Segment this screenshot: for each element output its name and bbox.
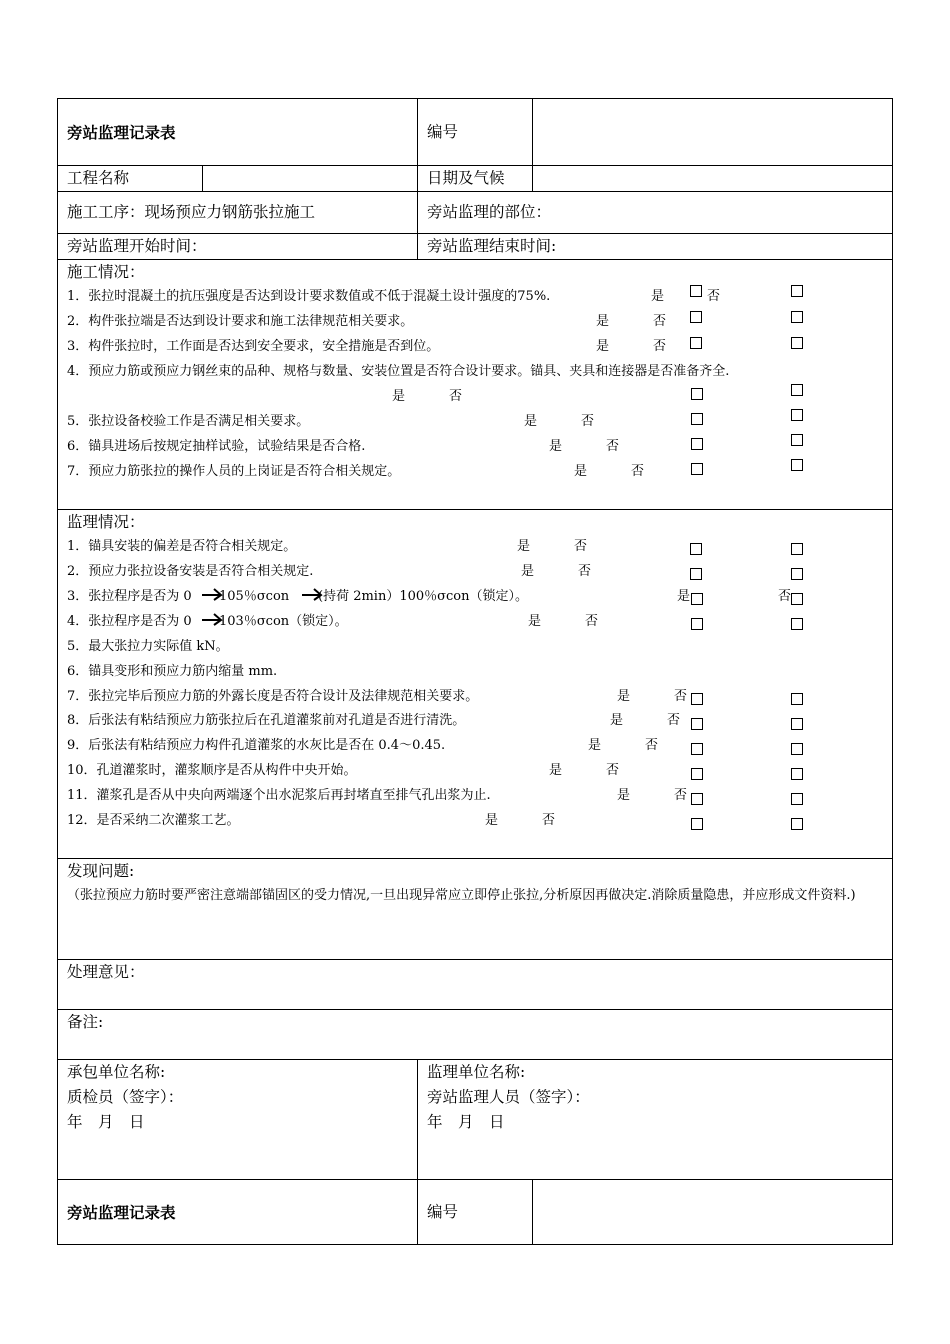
construction-item-4: 4．预应力筋或预应力钢丝束的品种、规格与数量、安装位置是否符合设计要求。锚具、夹具和连接器是否准备齐全. (67, 364, 730, 379)
yes-label: 是 (596, 314, 610, 329)
problems-title: 发现问题: (67, 862, 135, 880)
no-label: 否 (674, 788, 688, 803)
no-label: 否 (778, 589, 792, 604)
yes-label: 是 (574, 464, 588, 479)
construction-item-6: 6．锚具进场后按规定抽样试验，试验结果是否合格. (67, 439, 366, 454)
column-divider (417, 1059, 418, 1245)
yes-label: 是 (596, 339, 610, 354)
construction-title: 施工情况： (67, 263, 145, 281)
date-weather-label: 日期及气候 (427, 169, 505, 187)
supervision-item-3-end: (持荷 2min）100％σcon（锁定）。 (318, 589, 528, 604)
row-divider (57, 858, 893, 859)
row-divider (57, 959, 893, 960)
no-checkbox[interactable] (791, 743, 803, 755)
supervision-item-9: 9．后张法有粘结预应力构件孔道灌浆的水灰比是否在 0.4～0.45. (67, 738, 446, 753)
column-divider (532, 1179, 533, 1245)
process-label: 施工工序：现场预应力钢筋张拉施工 (67, 203, 316, 221)
no-label: 否 (631, 464, 645, 479)
yes-checkbox[interactable] (691, 818, 703, 830)
yes-label: 是 (517, 539, 531, 554)
no-checkbox[interactable] (791, 409, 803, 421)
yes-checkbox[interactable] (691, 768, 703, 780)
opinion-title: 处理意见： (67, 963, 145, 981)
supervision-item-8: 8．后张法有粘结预应力筋张拉后在孔道灌浆前对孔道是否进行清洗。 (67, 713, 466, 728)
no-checkbox[interactable] (791, 618, 803, 630)
no-checkbox[interactable] (791, 593, 803, 605)
row-divider (57, 165, 893, 166)
row-divider (57, 233, 893, 234)
yes-checkbox[interactable] (690, 568, 702, 580)
supervision-item-4-end: 103％σcon（锁定）。 (219, 614, 348, 629)
no-checkbox[interactable] (791, 384, 803, 396)
inspector-signature-label: 质检员（签字）： (67, 1088, 184, 1106)
supervisor-date-label: 年 月 日 (427, 1113, 505, 1131)
row-divider (57, 1059, 893, 1060)
construction-item-7: 7．预应力筋张拉的操作人员的上岗证是否符合相关规定。 (67, 464, 401, 479)
yes-label: 是 (392, 389, 406, 404)
row-divider (57, 259, 893, 260)
supervision-item-7: 7．张拉完毕后预应力筋的外露长度是否符合设计及法律规范相关要求。 (67, 689, 479, 704)
no-label: 否 (674, 689, 688, 704)
no-checkbox[interactable] (791, 543, 803, 555)
yes-checkbox[interactable] (691, 618, 703, 630)
construction-item-2: 2．构件张拉端是否达到设计要求和施工法律规范相关要求。 (67, 314, 414, 329)
yes-label: 是 (651, 289, 665, 304)
yes-label: 是 (528, 614, 542, 629)
supervision-title: 监理情况： (67, 513, 145, 531)
supervision-item-12: 12．是否采纳二次灌浆工艺。 (67, 813, 240, 828)
no-label: 否 (449, 389, 463, 404)
supervision-item-3-mid: 105％σcon (219, 589, 290, 604)
no-label: 否 (653, 339, 667, 354)
yes-checkbox[interactable] (691, 438, 703, 450)
supervisor-signature-label: 旁站监理人员（签字）： (427, 1088, 590, 1106)
footer-form-title: 旁站监理记录表 (67, 1203, 176, 1222)
no-checkbox[interactable] (791, 459, 803, 471)
part-label: 旁站监理的部位： (427, 203, 552, 221)
start-time-label: 旁站监理开始时间： (67, 237, 207, 255)
contractor-date-label: 年 月 日 (67, 1113, 145, 1131)
construction-item-1: 1．张拉时混凝土的抗压强度是否达到设计要求数值或不低于混凝土设计强度的75%. (67, 289, 551, 304)
yes-label: 是 (549, 439, 563, 454)
yes-checkbox[interactable] (691, 718, 703, 730)
column-divider (417, 98, 418, 260)
construction-item-3: 3．构件张拉时，工作面是否达到安全要求，安全措施是否到位。 (67, 339, 440, 354)
no-checkbox[interactable] (791, 285, 803, 297)
form-title: 旁站监理记录表 (67, 123, 176, 142)
yes-checkbox[interactable] (690, 543, 702, 555)
table-border-left (57, 98, 58, 1245)
no-checkbox[interactable] (791, 337, 803, 349)
row-divider (57, 1009, 893, 1010)
number-label: 编号 (427, 123, 459, 141)
supervision-item-3-start: 3．张拉程序是否为 0 (67, 589, 192, 604)
no-label: 否 (667, 713, 681, 728)
no-checkbox[interactable] (791, 568, 803, 580)
supervision-item-5: 5．最大张拉力实际值 kN。 (67, 639, 229, 654)
yes-checkbox[interactable] (690, 337, 702, 349)
yes-checkbox[interactable] (691, 743, 703, 755)
no-label: 否 (578, 564, 592, 579)
project-name-label: 工程名称 (67, 169, 130, 187)
supervision-item-10: 10．孔道灌浆时，灌浆顺序是否从构件中央开始。 (67, 763, 357, 778)
no-label: 否 (585, 614, 599, 629)
yes-label: 是 (524, 414, 538, 429)
no-checkbox[interactable] (791, 818, 803, 830)
no-checkbox[interactable] (791, 768, 803, 780)
yes-label: 是 (549, 763, 563, 778)
yes-checkbox[interactable] (691, 463, 703, 475)
supervisor-unit-label: 监理单位名称: (427, 1063, 526, 1081)
yes-label: 是 (610, 713, 624, 728)
construction-item-5: 5．张拉设备校验工作是否满足相关要求。 (67, 414, 310, 429)
problems-text: （张拉预应力筋时要严密注意端部锚固区的受力情况,一旦出现异常应立即停止张拉,分析原因再做决定.消除质量隐患，并应形成文件资料.) (67, 888, 856, 903)
yes-label: 是 (617, 788, 631, 803)
no-checkbox[interactable] (791, 718, 803, 730)
no-label: 否 (653, 314, 667, 329)
contractor-unit-label: 承包单位名称: (67, 1063, 166, 1081)
no-checkbox[interactable] (791, 793, 803, 805)
yes-checkbox[interactable] (691, 413, 703, 425)
no-label: 否 (645, 738, 659, 753)
no-label: 否 (581, 414, 595, 429)
no-checkbox[interactable] (791, 311, 803, 323)
no-label: 否 (606, 763, 620, 778)
column-divider (202, 165, 203, 192)
supervision-item-1: 1．锚具安装的偏差是否符合相关规定。 (67, 539, 297, 554)
no-label: 否 (707, 289, 721, 304)
supervision-item-2: 2．预应力张拉设备安装是否符合相关规定. (67, 564, 314, 579)
no-label: 否 (574, 539, 588, 554)
yes-checkbox[interactable] (691, 693, 703, 705)
supervision-item-11: 11．灌浆孔是否从中央向两端逐个出水泥浆后再封堵直至排气孔出浆为止. (67, 788, 491, 803)
no-label: 否 (606, 439, 620, 454)
supervision-item-4-start: 4．张拉程序是否为 0 (67, 614, 192, 629)
yes-checkbox[interactable] (691, 388, 703, 400)
yes-checkbox[interactable] (690, 285, 702, 297)
table-border-bottom (57, 1244, 893, 1245)
yes-label: 是 (617, 689, 631, 704)
yes-checkbox[interactable] (691, 593, 703, 605)
column-divider (532, 98, 533, 192)
remarks-title: 备注: (67, 1013, 104, 1031)
row-divider (57, 191, 893, 192)
yes-checkbox[interactable] (690, 311, 702, 323)
supervision-item-6: 6．锚具变形和预应力筋内缩量 mm. (67, 664, 278, 679)
no-checkbox[interactable] (791, 693, 803, 705)
yes-label: 是 (521, 564, 535, 579)
end-time-label: 旁站监理结束时间: (427, 237, 557, 255)
yes-label: 是 (588, 738, 602, 753)
no-checkbox[interactable] (791, 434, 803, 446)
row-divider (57, 1179, 893, 1180)
yes-label: 是 (485, 813, 499, 828)
no-label: 否 (542, 813, 556, 828)
footer-number-label: 编号 (427, 1203, 459, 1221)
yes-label: 是 (677, 589, 691, 604)
row-divider (57, 509, 893, 510)
yes-checkbox[interactable] (691, 793, 703, 805)
table-border-right (892, 98, 893, 1245)
table-border-top (57, 98, 893, 99)
